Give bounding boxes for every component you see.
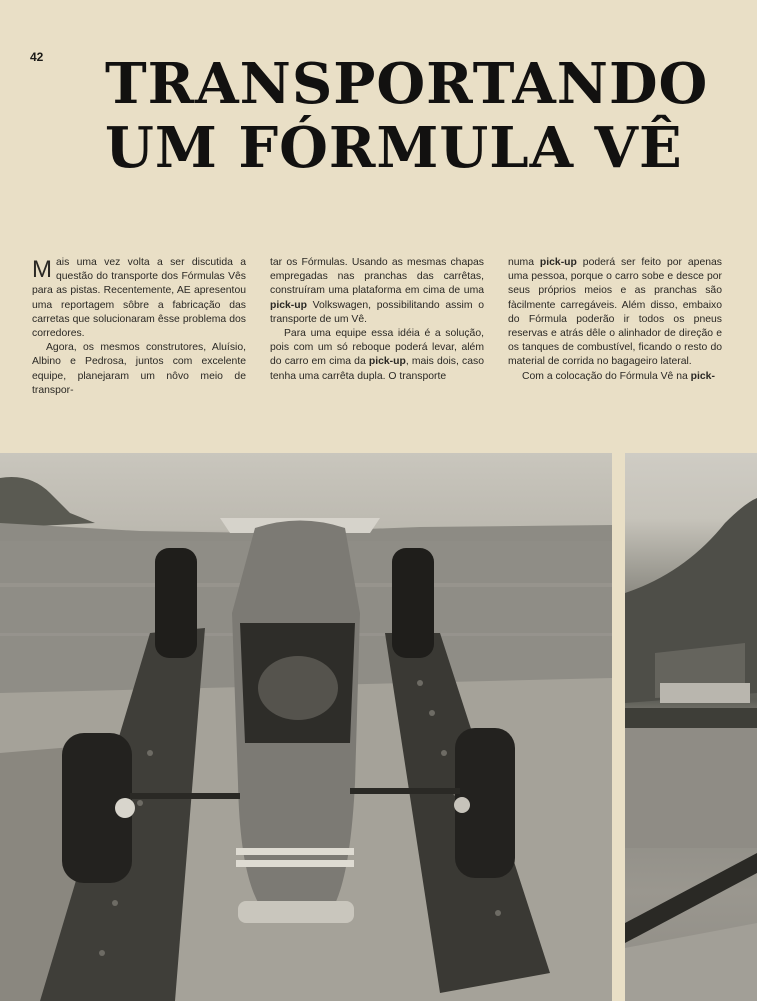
text-run: Para uma equipe essa idéia é a solução, pois com um só reboque poderá levar, além do carro em cima da [270,328,484,368]
photo-illustration [625,453,757,1001]
bold-term: pick- [690,370,715,382]
page-number: 42 [30,50,44,64]
paragraph [270,256,484,327]
article-column-3 [508,256,722,386]
bold-term: pick-up [270,299,307,311]
headline-line-2: UM FÓRMULA VÊ [105,115,683,181]
article-column-2 [270,256,484,386]
text-run: , mais dois, caso tenha uma carrêta dupla. O transporte [270,356,484,382]
drop-cap: M [32,256,52,283]
text-run: Com a colocação do Fórmula Vê na [522,370,691,382]
paragraph [508,370,722,384]
article-body [32,256,722,396]
paragraph [32,256,246,341]
paragraph [270,327,484,384]
bold-term: pick-up [539,257,577,268]
headline [105,51,709,181]
article-column-1 [32,256,246,396]
headline-line-1: TRANSPORTANDO [105,51,709,117]
text-run: tar os Fórmulas. Usando as mesmas chapas empregadas nas pranchas das carrêtas, construíram uma plataforma em cima de uma [270,257,484,297]
bold-term: pick-up [368,356,406,368]
paragraph: Agora, os mesmos construtores, Aluísio, Albino e Pedrosa, juntos com excelente equipe, planejaram um nôvo meio de transpor- [32,342,246,396]
text-run: Volkswagen, possibilitando assim o transporte de um Vê. [270,299,484,325]
photo-bay-landscape [625,453,757,1001]
text-run: numa [508,257,540,268]
photo-gutter [612,453,625,1001]
paragraph-text: ais uma vez volta a ser discutida a questão do transporte dos Fórmulas Vês para as pistas. Recentemente, AE apresentou uma reportagem sôbre a fabricação das carretas que solucionaram êsse problema dos corredores. [32,257,246,340]
text-run: poderá ser feito por apenas uma pessoa, porque o carro sobe e desce por seus próprios meios e as pranchas são fàcilmente carregáveis. Além disso, embaixo do Fórmula poderão ir todos os pneus reservas e atrás dêle o alinhador de direção e os tanques de combustível, ficando o resto do material de corrida no bagageiro lateral. [508,257,722,368]
photo-illustration [0,453,612,1001]
photo-formula-vee-on-pickup [0,453,612,1001]
paragraph [508,256,722,370]
